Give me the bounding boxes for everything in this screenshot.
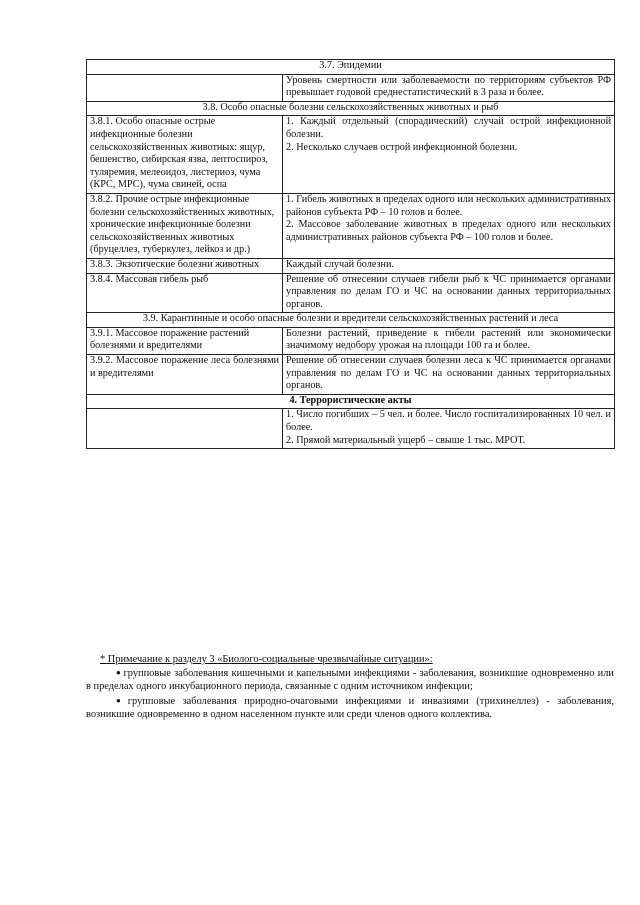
table-row <box>87 409 615 449</box>
criteria-line: 2. Прямой материальный ущерб – свыше 1 тыс. МРОТ. <box>286 434 526 446</box>
section-3-8-1-name: 3.8.1. Особо опасные острые инфекционные болезни сельскохозяйственных животных: ящур, бешенство, сибирская язва, лептоспироз, туляремия, мелеоидоз, листериоз, чума (КРС, МРС), чума свиней, оспа <box>87 116 283 194</box>
table-row <box>87 193 615 258</box>
section-3-9-1-name: 3.9.1. Массовое поражение растений болезнями и вредителями <box>87 327 283 354</box>
section-3-8-3-criteria: Каждый случай болезни. <box>283 258 615 273</box>
table-row <box>87 60 615 75</box>
table-row <box>87 355 615 395</box>
bullet-icon: ● <box>116 695 126 705</box>
note-item-text: групповые заболевания кишечными и капельными инфекциями - заболевания, возникшие одновременно или в пределах одного инкубационного периода, связанные с одним источником инфекции; <box>86 668 614 693</box>
section-3-9-1-criteria: Болезни растений, приведение к гибели растений или экономически значимому недобору урожая на площади 100 га и более. <box>283 327 615 354</box>
criteria-line: 1. Каждый отдельный (спорадический) случай острой инфекционной болезни. <box>286 116 612 140</box>
section-3-9-heading: 3.9. Карантинные и особо опасные болезни и вредители сельскохозяйственных растений и леса <box>87 313 615 328</box>
table-row <box>87 273 615 313</box>
section-4-heading: 4. Террористические акты <box>87 394 615 409</box>
section-3-9-2-name: 3.9.2. Массовое поражение леса болезнями и вредителями <box>87 355 283 395</box>
criteria-line: 2. Несколько случаев острой инфекционной болезни. <box>286 141 518 153</box>
table-row <box>87 116 615 194</box>
table-row <box>87 258 615 273</box>
table-row <box>87 74 615 101</box>
table-row <box>87 327 615 354</box>
section-3-8-heading: 3.8. Особо опасные болезни сельскохозяйственных животных и рыб <box>87 101 615 116</box>
section-3-7-heading: 3.7. Эпидемии <box>87 60 615 75</box>
section-3-9-2-criteria: Решение об отнесении случаев болезни леса к ЧС принимается органами управления по делам ГО и ЧС на основании данных территориальных органов. <box>283 355 615 395</box>
section-3-7-left <box>87 74 283 101</box>
section-3-8-4-criteria: Решение об отнесении случаев гибели рыб к ЧС принимается органами управления по делам ГО и ЧС на основании данных территориальных органов. <box>283 273 615 313</box>
criteria-line: 2. Массовое заболевание животных в пределах одного или нескольких административных районов субъекта РФ – 100 голов и более. <box>286 219 612 243</box>
criteria-line: 1. Гибель животных в пределах одного или нескольких административных районов субъекта РФ – 10 голов и более. <box>286 193 612 218</box>
note-item <box>86 666 614 693</box>
section-4-left <box>87 409 283 449</box>
note-item-text: групповые заболевания природно-очаговыми инфекциями и инвазиями (трихинеллез) - заболевания, возникшие одновременно в одном населенном пункте или среди членов одного коллектива. <box>86 695 614 720</box>
emergency-criteria-table <box>86 59 615 449</box>
section-3-7-criteria: Уровень смертности или заболеваемости по территориям субъектов РФ превышает годовой среднестатистический в 3 раза и более. <box>283 74 615 101</box>
table-row <box>87 394 615 409</box>
section-4-criteria <box>283 409 615 449</box>
section-3-8-4-name: 3.8.4. Массовая гибель рыб <box>87 273 283 313</box>
note-title: * Примечание к разделу 3 «Биолого-социальные чрезвычайные ситуации»: <box>100 654 433 665</box>
section-3-8-3-name: 3.8.3. Экзотические болезни животных <box>87 258 283 273</box>
table-row <box>87 101 615 116</box>
bullet-icon: ● <box>116 668 122 678</box>
note-item <box>86 694 614 721</box>
section-3-8-1-criteria <box>283 116 615 194</box>
section-3-note <box>86 653 614 721</box>
table-row <box>87 313 615 328</box>
section-3-8-2-criteria <box>283 193 615 258</box>
section-3-8-2-name: 3.8.2. Прочие острые инфекционные болезни сельскохозяйственных животных, хронические инфекционные болезни сельскохозяйственных животных (бруцеллез, туберкулез, лейкоз и др.) <box>87 193 283 258</box>
criteria-line: 1. Число погибших – 5 чел. и более. Число госпитализированных 10 чел. и более. <box>286 409 612 434</box>
